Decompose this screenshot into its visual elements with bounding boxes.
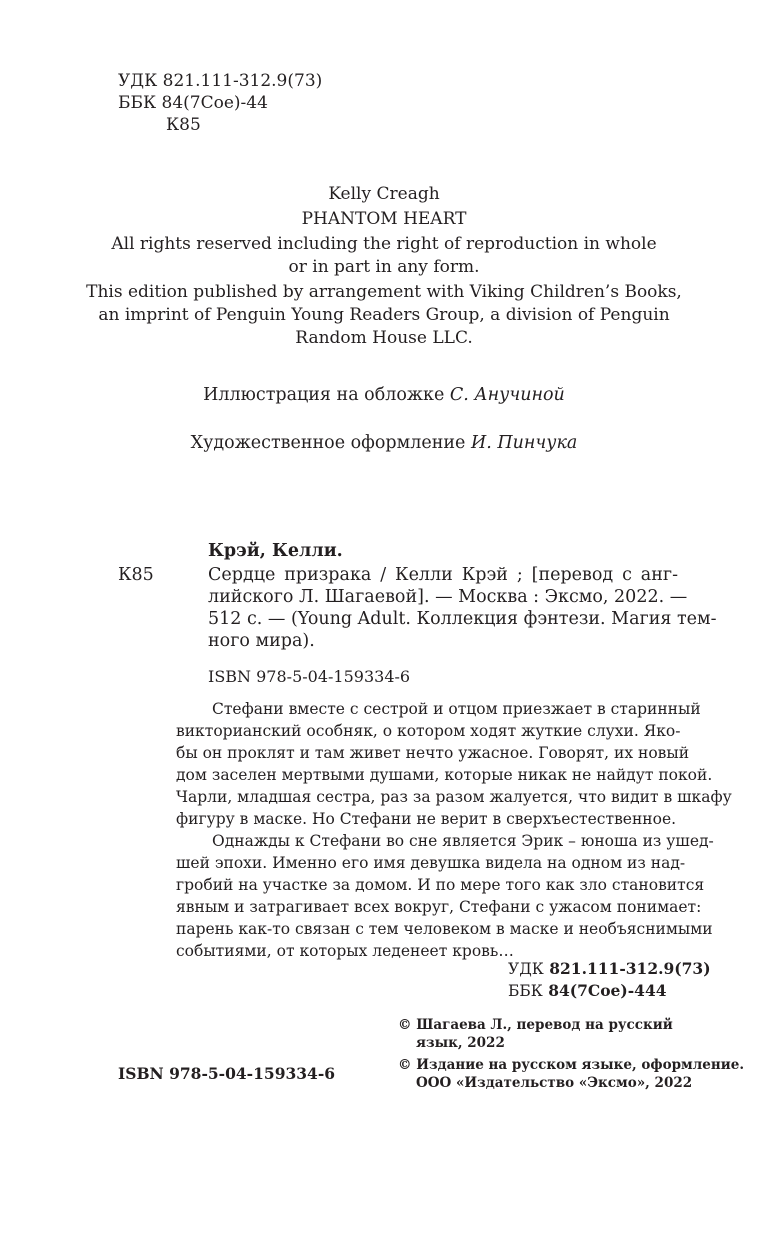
header-classification [118,70,322,136]
original-title: PHANTOM HEART [301,209,467,229]
annotation-line: дом заселен мертвыми душами, которые никак не найдут покой. [176,766,713,784]
edition-line-1: This edition published by arrangement with Viking Children’s Books, [86,282,682,302]
author-mark: К85 [166,115,201,135]
catalog-isbn: ISBN 978-5-04-159334-6 [208,667,411,686]
annotation-line: гробий на участке за домом. И по мере того как зло становится [176,876,705,894]
copyright-block [398,1016,744,1092]
biblio-line: 512 с. — (Young Adult. Коллекция фэнтези. Магия тем- [208,609,717,629]
copyright-translation-line: язык, 2022 [416,1035,505,1051]
annotation-line: Стефани вместе с сестрой и отцом приезжает в старинный [212,700,701,718]
cover-label: Иллюстрация на обложке [203,385,445,405]
annotation-line: событиями, от которых леденеет кровь… [176,942,514,960]
catalog-author: Крэй, Келли. [208,541,343,561]
annotation-line: Чарли, младшая сестра, раз за разом жалуется, что видит в шкафу [176,788,732,806]
cover-illustration-credit [0,380,768,410]
footer-isbn: ISBN 978-5-04-159334-6 [118,1064,336,1083]
original-edition-block [0,183,768,350]
annotation-line: Однажды к Стефани во сне является Эрик – юноша из ушед- [212,832,714,850]
footer-udk [508,958,711,980]
biblio-line: ного мира). [208,631,315,651]
original-author: Kelly Creagh [328,184,440,204]
biblio-line: Сердце призрака / Келли Крэй ; [перевод с анг- [208,565,678,585]
copyright-edition-line: © Издание на русском языке, оформление. [398,1057,745,1073]
edition-line-2: an imprint of Penguin Young Readers Group, a division of Penguin [98,305,670,325]
annotation-line: парень как-то связан с тем человеком в маске и необъяснимыми [176,920,713,938]
udk-code: УДК 821.111-312.9(73) [118,71,323,91]
rights-line-2: or in part in any form. [288,257,480,277]
footer-udk-value: 821.111-312.9(73) [549,959,711,978]
annotation-line: шей эпохи. Именно его имя девушка видела на одном из над- [176,854,686,872]
design-artist: И. Пинчука [470,433,578,453]
annotation-line: викторианский особняк, о котором ходят жуткие слухи. Яко- [176,722,681,740]
footer-udk-label: УДК [508,960,544,978]
annotation-line: явным и затрагивает всех вокруг, Стефани с ужасом понимает: [176,898,702,916]
copyright-translation-line: © Шагаева Л., перевод на русский [398,1017,673,1033]
credits-block [0,380,768,476]
catalog-code: К85 [118,565,154,585]
biblio-line: лийского Л. Шагаевой]. — Москва : Эксмо, 2022. — [208,587,688,607]
footer-bbk [508,980,711,1002]
cover-artist: С. Анучиной [449,385,565,405]
design-label: Художественное оформление [190,433,466,453]
bbk-code: ББК 84(7Сое)-44 [118,93,268,113]
bibliographic-description [208,564,717,652]
footer-bbk-label: ББК [508,982,543,1000]
design-credit [0,428,768,458]
copyright-edition-line: ООО «Издательство «Эксмо», 2022 [416,1075,693,1091]
footer-classification [508,958,711,1002]
annotation [176,698,732,962]
footer-bbk-value: 84(7Сое)-444 [548,981,667,1000]
rights-line-1: All rights reserved including the right of reproduction in whole [111,234,657,254]
annotation-line: фигуру в маске. Но Стефани не верит в сверхъестественное. [176,810,677,828]
annotation-line: бы он проклят и там живет нечто ужасное. Говорят, их новый [176,744,690,762]
edition-line-3: Random House LLC. [295,328,473,348]
